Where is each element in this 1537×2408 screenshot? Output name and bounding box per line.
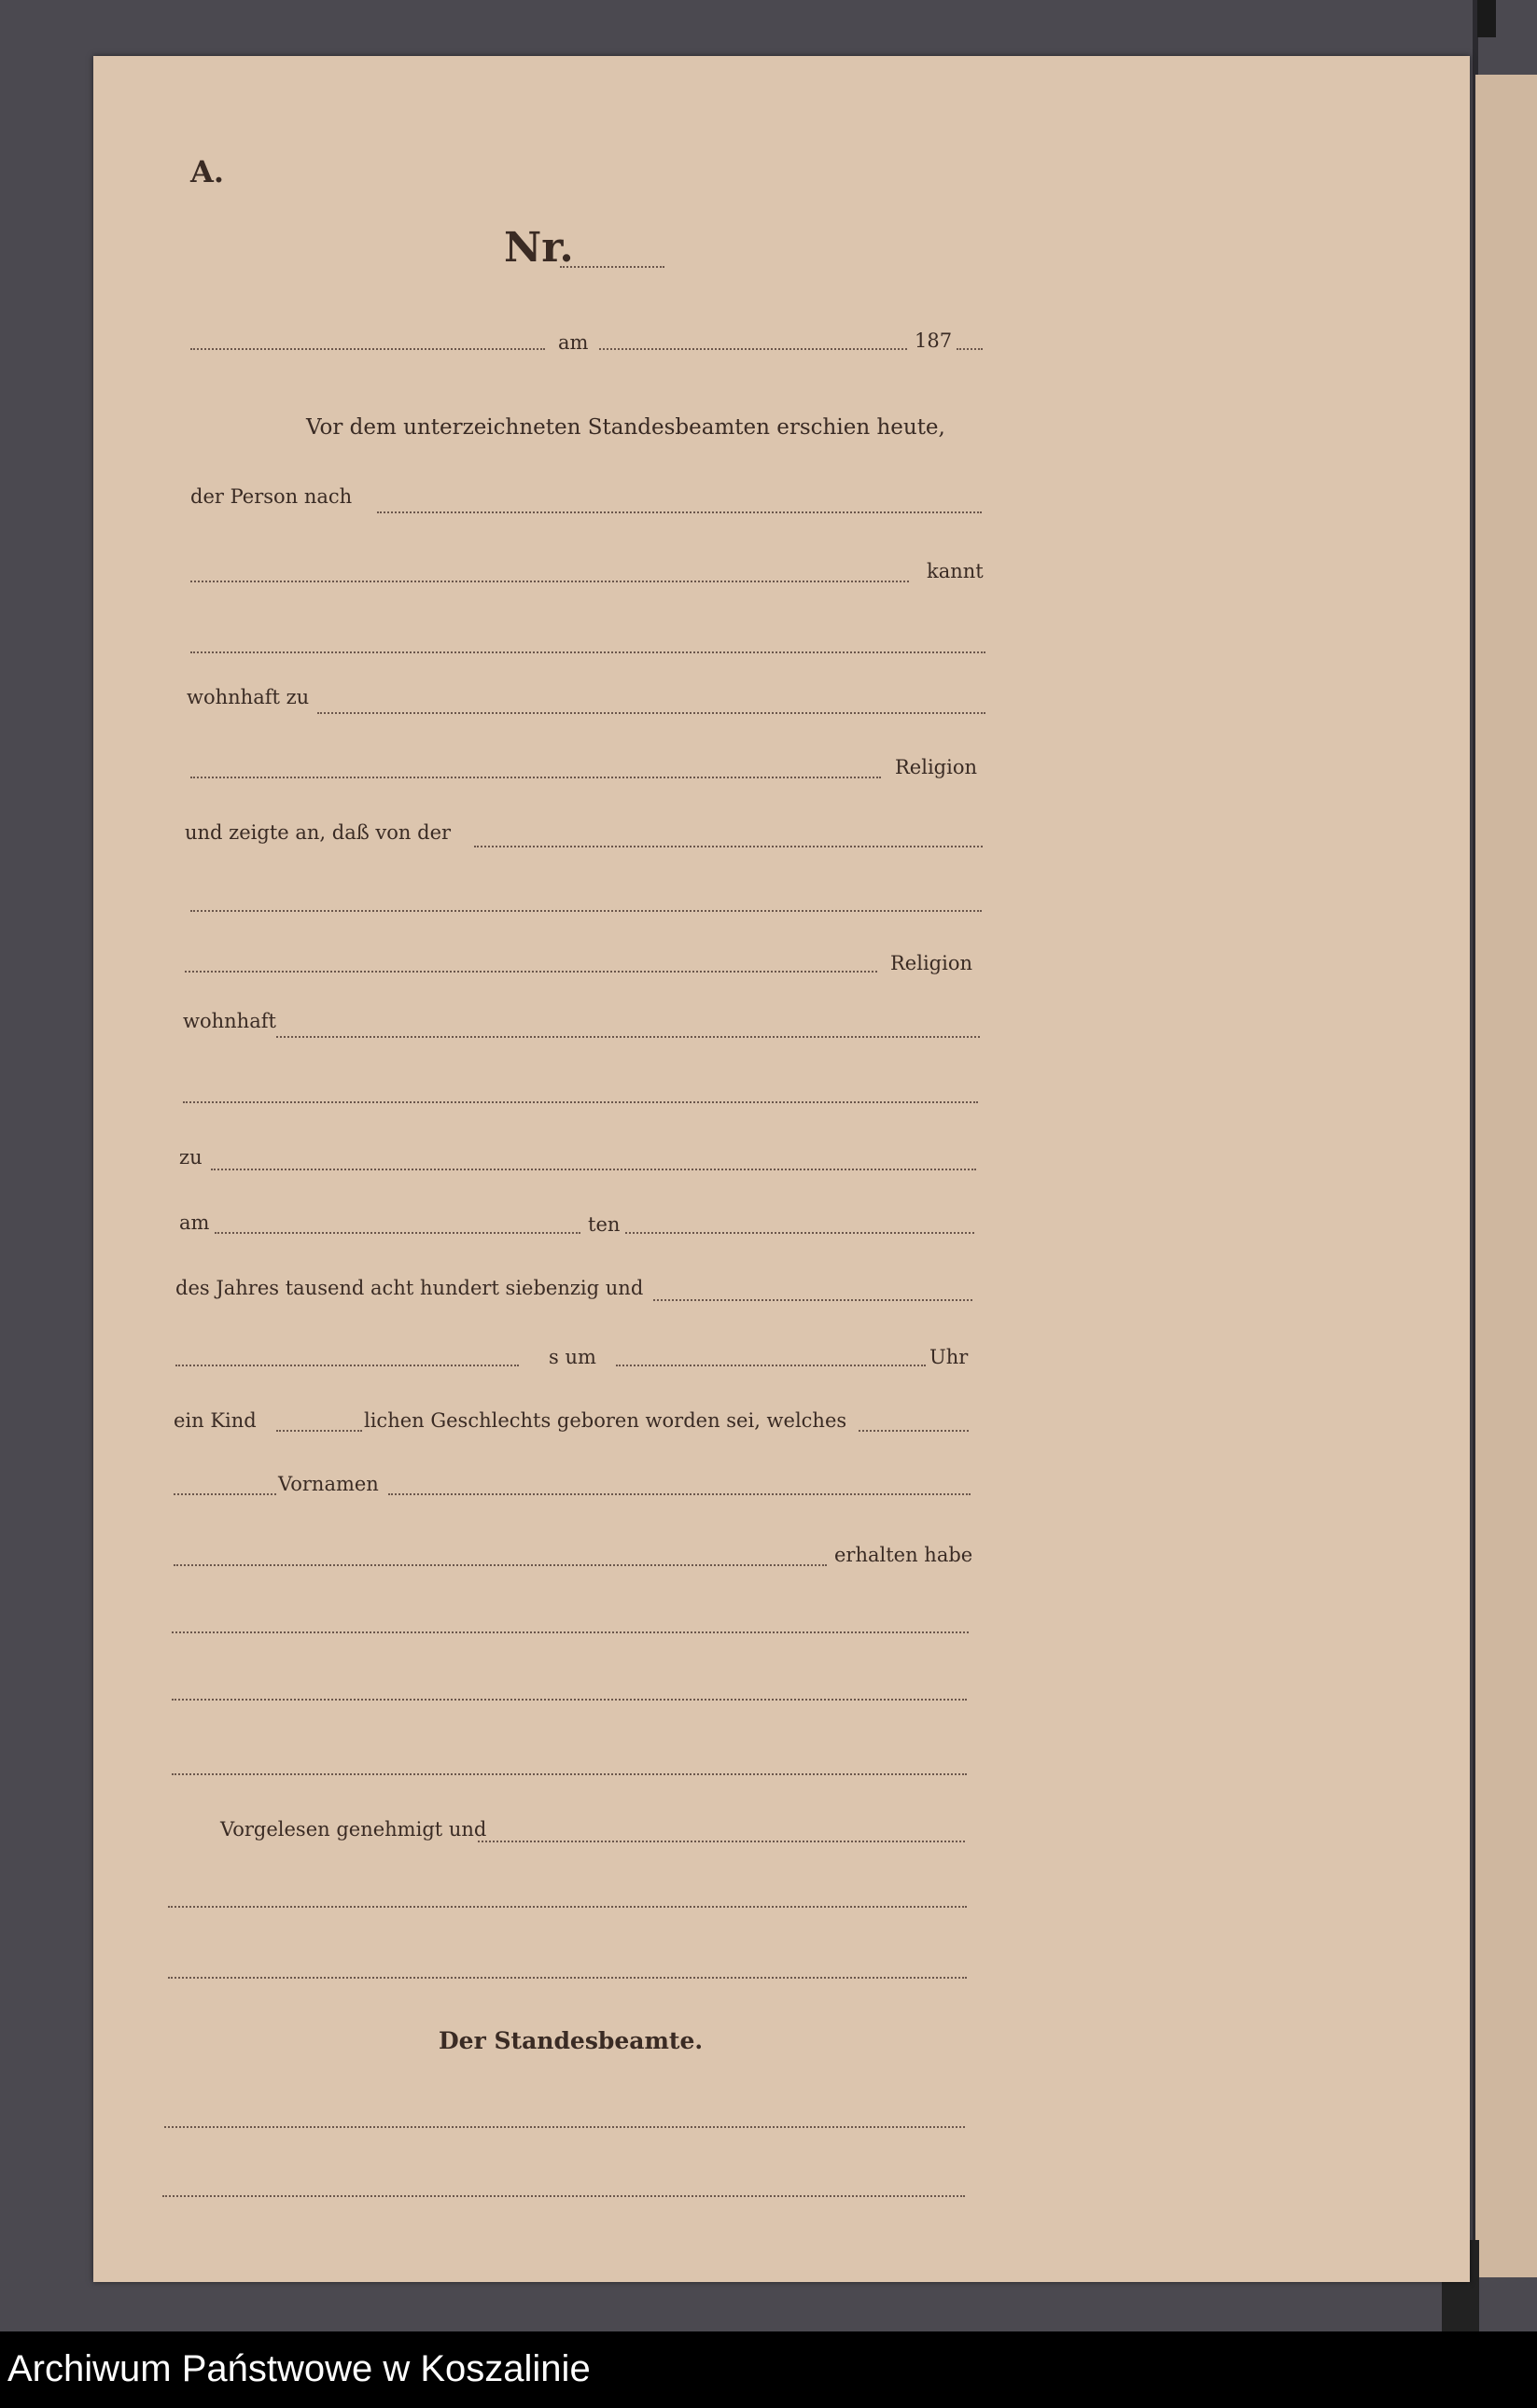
- lichen-label: lichen Geschlechts geboren worden sei, welches: [364, 1409, 847, 1432]
- name-field: [174, 1564, 827, 1566]
- signature-title: Der Standesbeamte.: [439, 2027, 704, 2054]
- year-field: [957, 348, 983, 350]
- erhalten-label: erhalten habe: [834, 1544, 973, 1566]
- und-zeigte-label: und zeigte an, daß von der: [185, 821, 452, 844]
- religion-label-2: Religion: [890, 952, 972, 974]
- ten-label: ten: [588, 1213, 621, 1236]
- wohnhaft-zu-label: wohnhaft zu: [187, 686, 310, 708]
- blank-line-8: [168, 1977, 967, 1979]
- form-page: [93, 56, 1470, 2282]
- zu-label: zu: [179, 1146, 203, 1169]
- blank-line-1: [190, 651, 985, 653]
- vornamen-prefix-field: [174, 1493, 276, 1495]
- blank-line-7: [168, 1906, 967, 1908]
- religion-field-2: [185, 971, 877, 973]
- vornamen-field: [388, 1493, 971, 1495]
- mother-field: [474, 846, 983, 847]
- s-um-label: s um: [549, 1346, 596, 1368]
- jahres-label: des Jahres tausend acht hundert siebenzig und: [175, 1277, 644, 1299]
- blank-line-5: [172, 1699, 967, 1701]
- wohnhaft-field: [276, 1036, 980, 1038]
- kannt-text: kannt: [927, 560, 984, 582]
- religion-label-1: Religion: [895, 756, 977, 778]
- hour-field: [616, 1365, 926, 1366]
- ein-kind-label: ein Kind: [174, 1409, 257, 1432]
- hour-part-field: [175, 1365, 519, 1366]
- date-field: [599, 348, 907, 350]
- signature-line-2: [162, 2195, 965, 2197]
- signature-line-1: [164, 2126, 965, 2128]
- blank-line-6: [172, 1773, 967, 1775]
- corner-letter: A.: [190, 154, 224, 189]
- archive-name: Archiwum Państwowe w Koszalinie: [7, 2348, 591, 2389]
- zu-field: [211, 1169, 976, 1170]
- person-label: der Person nach: [190, 485, 353, 508]
- vorgelesen-field: [478, 1841, 965, 1842]
- number-field: [560, 266, 664, 268]
- wohnhaft-label: wohnhaft: [183, 1010, 276, 1032]
- number-label: Nr.: [504, 224, 574, 272]
- sex-field: [276, 1430, 362, 1432]
- blank-line-4: [172, 1631, 969, 1633]
- religion-field-1: [190, 777, 881, 778]
- month-field: [625, 1232, 974, 1234]
- intro-text: Vor dem unterzeichneten Standesbeamten erschien heute,: [306, 415, 945, 440]
- vorgelesen-label: Vorgelesen genehmigt und: [220, 1818, 487, 1841]
- blank-line-2: [190, 910, 982, 912]
- year-prefix: 187: [915, 329, 953, 352]
- place-field: [190, 348, 545, 350]
- person-field-2: [190, 581, 909, 582]
- uhr-label: Uhr: [929, 1346, 969, 1368]
- vornamen-label: Vornamen: [278, 1473, 379, 1495]
- next-page-edge: [1473, 75, 1537, 2277]
- year-units-field: [653, 1299, 972, 1301]
- scan-edge-top: [1477, 0, 1496, 37]
- blank-line-3: [183, 1101, 978, 1103]
- wohnhaft-zu-field: [317, 712, 985, 714]
- welches-field: [859, 1430, 969, 1432]
- person-field: [377, 511, 982, 513]
- day-field: [215, 1232, 580, 1234]
- archive-footer: [0, 2331, 1537, 2408]
- am-label: am: [179, 1211, 210, 1234]
- date-am: am: [558, 331, 589, 354]
